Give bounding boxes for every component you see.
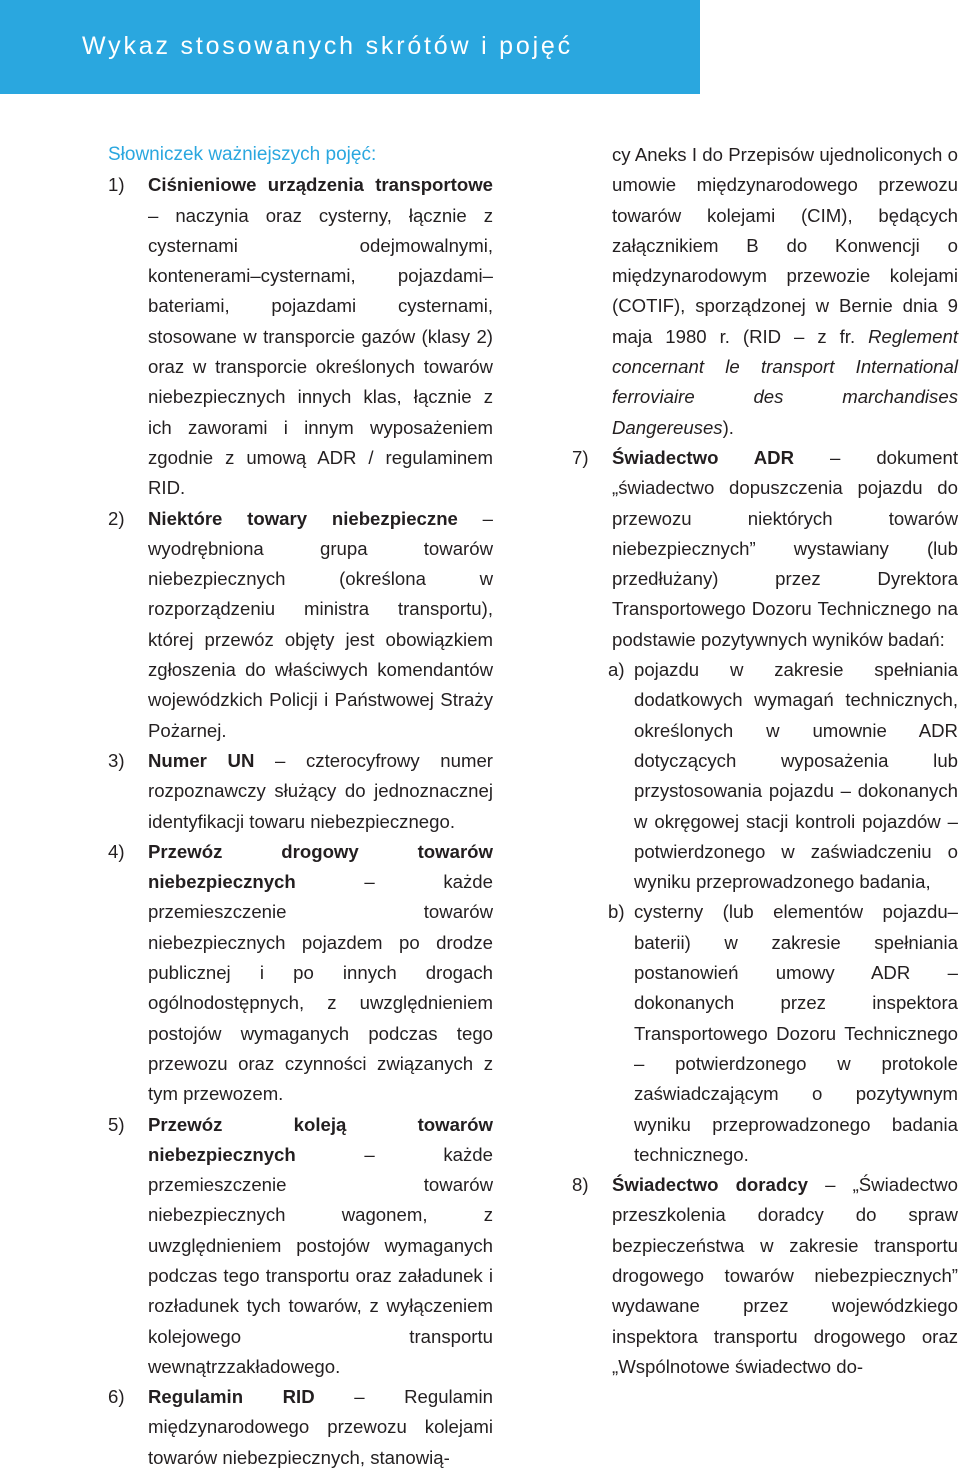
glossary-item-6 [108,1382,493,1473]
item-definition: – każde przemieszczenie towarów niebezpiecznych pojazdem po drodze publicznej i po innych drogach ogólnodostępnych, z uwzględnieniem postojów wymaganych podczas tego przewozu oraz czynności związanych z tym przewozem. [148,871,493,1105]
subitem-text: cysterny (lub elementów pojazdu–baterii) w zakresie spełniania postanowień umowy ADR – dokonanych przez inspektora Transportowego Dozoru Technicznego – potwierdzonego w protokole zaświadczającym o pozytywnym wyniku przeprowadzonego badania technicznego. [634,901,958,1165]
item-definition: – każde przemieszczenie towarów niebezpiecznych wagonem, z uwzględnieniem postojów wymaganych podczas tego transportu oraz załadunek i rozładunek tych towarów, z wyłączeniem kolejowego transportu wewnątrzzakładowego. [148,1143,493,1377]
glossary-subitem-a [572,655,958,897]
item-number: 4) [108,840,125,862]
item-number: 8) [572,1174,589,1196]
item-term: Regulamin RID [148,1386,315,1408]
left-column [108,140,493,1473]
item-definition: – naczynia oraz cysterny, łącznie z cysternami odejmowalnymi, kontenerami–cysternami, pojazdami–bateriami, pojazdami cysternami, stosowane w transporcie gazów (klasy 2) oraz w transporcie określonych towarów niebezpiecznych innych klas, łącznie z ich zaworami i innym wyposażeniem zgodnie z umową ADR / regulaminem RID. [148,204,493,499]
item-term: Niektóre towary niebezpieczne [148,507,458,529]
item-number: 6) [108,1386,125,1408]
item-number: 3) [108,749,125,771]
item-number: 2) [108,507,125,529]
item-term: Świadectwo doradcy [612,1174,808,1196]
item-number: 5) [108,1113,125,1135]
item-definition-continued: cy Aneks I do Przepisów ujednoliconych o umowie międzynarodowego przewozu towarów kolejami (CIM), będących załącznikiem B do Konwencji o międzynarodowym przewozie kolejami (COTIF), sporządzonej w Bernie dnia 9 maja 1980 r. (RID – z fr. [612,144,958,347]
subitem-text: pojazdu w zakresie spełniania dodatkowych wymagań technicznych, określonych w umownie ADR dotyczących wyposażenia lub przystosowania pojazdu – dokonanych w okręgowej stacji kontroli pojazdów – potwierdzonego w zaświadczeniu o wyniku przeprowadzonego badania, [634,659,958,893]
item-definition: – dokument „świadectwo dopuszczenia pojazdu do przewozu niektórych towarów niebezpiecznych” wystawiany (lub przedłużany) przez Dyrektora Transportowego Dozoru Technicznego na podstawie pozytywnych wyników badań: [612,446,958,650]
section-title: Słowniczek ważniejszych pojęć: [108,144,377,165]
subitem-letter: b) [608,901,625,923]
item-term: Świadectwo ADR [612,446,795,468]
item-definition: – wyodrębniona grupa towarów niebezpiecznych (określona w rozporządzeniu ministra transportu), której przewóz objęty jest obowiązkiem zgłoszenia do właściwych komendantów wojewódzkich Policji i Państwowej Straży Pożarnej. [148,507,493,741]
item-definition: – „Świadectwo przeszkolenia doradcy do spraw bezpieczeństwa w zakresie transportu drogowego towarów niebezpiecznych” wydawane przez wojewódzkiego inspektora transportu drogowego oraz „Wspólnotowe świadectwo do- [612,1174,958,1377]
right-column [572,140,958,1382]
item-term: Numer UN [148,749,255,771]
glossary-item-6-continued [572,140,958,443]
glossary-item-7 [572,443,958,655]
glossary-item-8 [572,1170,958,1382]
item-definition: – Regulamin międzynarodowego przewozu kolejami towarów niebezpiecznych, stanowią- [148,1386,493,1468]
glossary-item-2 [108,504,493,746]
item-term: Ciśnieniowe urządzenia transportowe [148,174,493,196]
glossary-item-1 [108,170,493,503]
glossary-item-4 [108,837,493,1110]
item-term: Przewóz drogowy towarów niebezpiecznych [148,840,493,893]
page-title: Wykaz stosowanych skrótów i pojęć [82,32,573,60]
glossary-item-5 [108,1110,493,1383]
item-term: Przewóz koleją towarów niebezpiecznych [148,1113,493,1165]
item-number: 7) [572,446,589,468]
item-number: 1) [108,174,125,196]
glossary-subitem-b [572,897,958,1170]
item-end: ). [722,416,734,438]
subitem-letter: a) [608,659,625,681]
item-definition: – czterocyfrowy numer rozpoznawczy służący do jednoznacznej identyfikacji towaru niebezpiecznego. [148,749,493,832]
glossary-item-3 [108,746,493,837]
italic-term: Reglement concernant le transport International ferroviaire des marchandises Dangereuses [612,325,958,438]
